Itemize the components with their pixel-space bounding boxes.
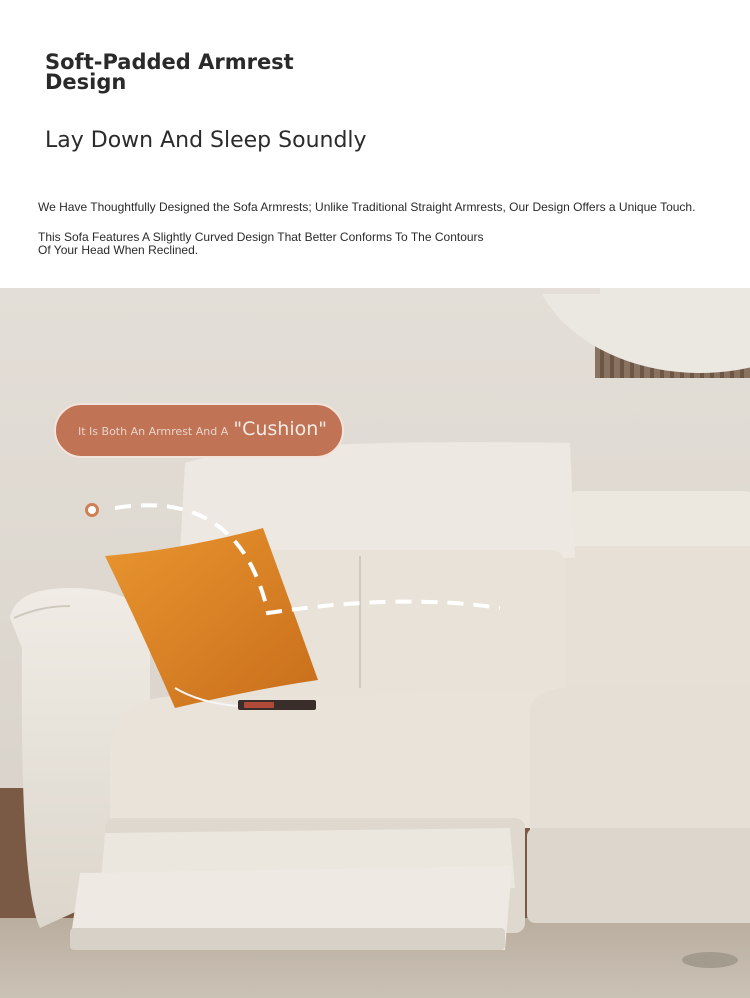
- section-title: Soft-Padded Armrest Design: [45, 50, 294, 94]
- description-paragraph-1: We Have Thoughtfully Designed the Sofa Armrests; Unlike Traditional Straight Armrests, Our Design Offers a Unique Touch.: [38, 200, 696, 214]
- description-section: [0, 0, 750, 288]
- description-paragraph-2: This Sofa Features A Slightly Curved Design That Better Conforms To The Contours Of Your Head When Reclined.: [38, 230, 484, 257]
- section-subtitle: Lay Down And Sleep Soundly: [45, 128, 367, 153]
- callout-marker-dot: [85, 503, 99, 517]
- callout-bubble: [54, 403, 344, 458]
- callout-text: It Is Both An Armrest And A "Cushion": [78, 418, 328, 440]
- sofa-photo: [0, 288, 750, 998]
